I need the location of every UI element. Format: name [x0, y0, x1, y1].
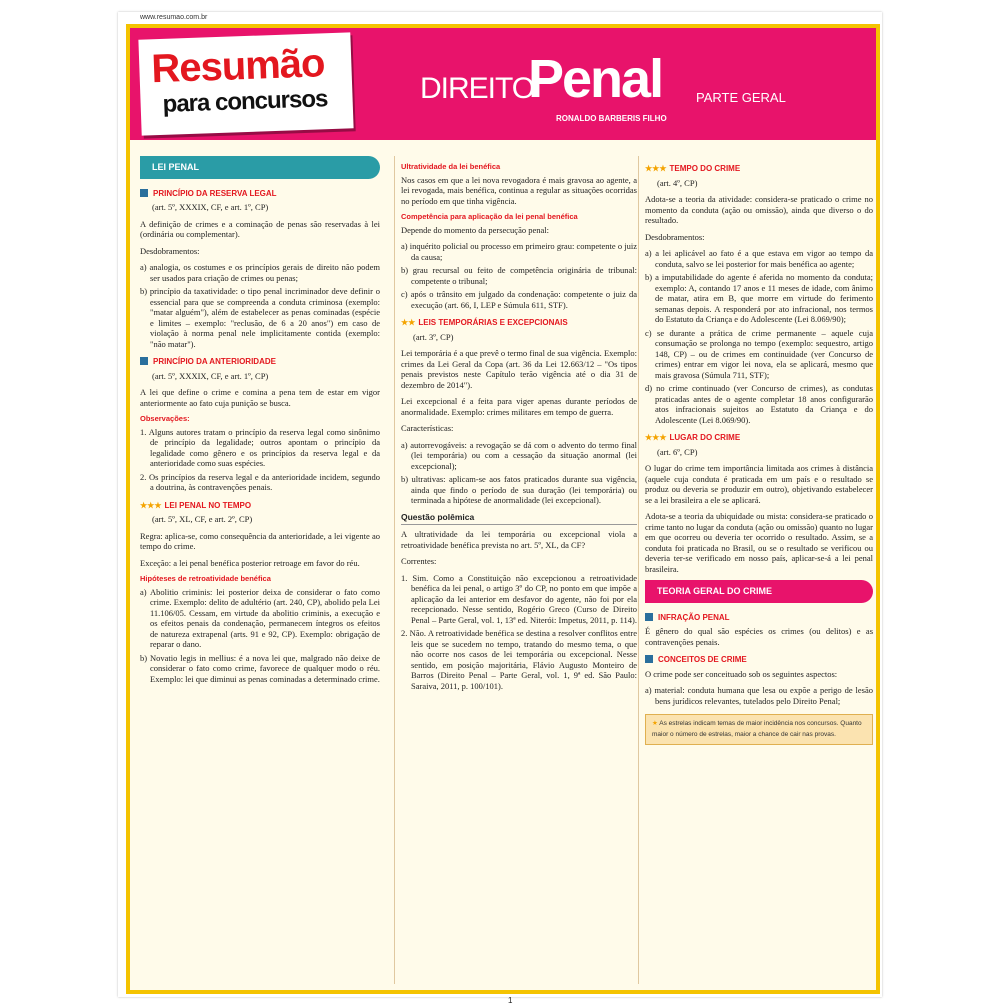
- paragraph: Regra: aplica-se, como consequência da anterioridade, a lei vigente ao tempo do crime.: [140, 530, 380, 551]
- page-number: 1: [508, 996, 513, 1005]
- square-bullet-icon: [140, 357, 148, 365]
- paragraph: Exceção: a lei penal benéfica posterior retroage em favor do réu.: [140, 557, 360, 568]
- list-item: c) se durante a prática de crime permanente – aquele cuja consumação se prolonga no tempo (exemplo: sequestro, artigo 148, CP) – ou de crimes em continuidade (ver Concurso de crimes) entrar em vigor lei nova, ela se aplicará, mesmo que mais gravosa (Súmula 711, STF);: [645, 327, 873, 380]
- observacoes-label: Observações:: [140, 414, 190, 423]
- three-star-icon: ★★★: [645, 164, 667, 173]
- legal-reference: (art. 3º, CP): [413, 331, 454, 342]
- stars-legend-note: ★ As estrelas indicam temas de maior incidência nos concursos. Quanto maior o número de estrelas, maior a chance de cair nas provas.: [645, 714, 873, 745]
- paragraph: Adota-se a teoria da ubiquidade ou mista: considera-se praticado o crime tanto no lugar da conduta (ação ou omissão) quanto no lugar em que ocorreu ou deveria ter ocorrido o resultado. Assim, se a conduta foi praticada no Brasil, ou se o resultado se verificou ou deveria ter-se verificado em nosso país, aplicar-se-á a lei penal brasileira.: [645, 511, 873, 574]
- logo-subtitle: para concursos: [162, 85, 328, 118]
- resumao-logo: [138, 32, 353, 135]
- three-star-icon: ★★★: [645, 433, 667, 442]
- two-star-icon: ★★: [401, 318, 416, 327]
- list-item: c) após o trânsito em julgado da condenação: competente o juiz da execução (art. 66, I, LEP e Súmula 611, STF).: [401, 289, 637, 310]
- section-band-lei-penal: LEI PENAL: [140, 156, 380, 179]
- heading-leis-temporarias: ★★ LEIS TEMPORÁRIAS E EXCEPCIONAIS: [401, 318, 568, 327]
- paragraph: Desdobramentos:: [645, 231, 705, 242]
- list-item: 1. Alguns autores tratam o princípio da reserva legal como sinônimo de princípio da legalidade; outros apontam o princípio da legalidade como gênero e os princípios da reserva legal e da anterioridade como suas espécies.: [140, 426, 380, 468]
- study-sheet: [118, 12, 882, 1005]
- star-icon: ★: [652, 720, 658, 727]
- paragraph: Lei temporária é a que prevê o termo final de sua vigência. Exemplo: crimes da Lei Geral da Copa (art. 36 da Lei 12.663/12 – "Os tipos penais previstos neste Capítulo terão vigência até o dia 31 de dezembro de 2014").: [401, 348, 637, 390]
- list-item: a) inquérito policial ou processo em primeiro grau: competente o juiz da causa;: [401, 241, 637, 262]
- paragraph: Correntes:: [401, 556, 437, 566]
- legal-reference: (art. 5º, XL, CF, e art. 2º, CP): [152, 514, 253, 524]
- heading-conceitos-de-crime: CONCEITOS DE CRIME: [645, 655, 873, 666]
- column-3: [638, 156, 873, 984]
- heading-tempo-do-crime: ★★★ TEMPO DO CRIME: [645, 164, 741, 173]
- paragraph: A lei que define o crime e comina a pena tem de estar em vigor anteriormente ao fato cuja punição se busca.: [140, 387, 380, 408]
- heading-infracao-penal: INFRAÇÃO PENAL: [645, 613, 873, 624]
- list-item: a) autorrevogáveis: a revogação se dá com o advento do termo final (lei temporária) ou com a cessação da situação anormal (lei excepcional);: [401, 439, 637, 471]
- paragraph: É gênero do qual são espécies os crimes (ou delitos) e as contravenções penais.: [645, 626, 873, 647]
- heading-anterioridade: PRINCÍPIO DA ANTERIORIDADE: [140, 357, 380, 368]
- list-item: a) a lei aplicável ao fato é a que estava em vigor ao tempo da conduta, salvo se lei posterior for mais benéfica ao agente;: [645, 248, 873, 269]
- list-item: b) princípio da taxatividade: o tipo penal incriminador deve definir o essencial para que se compreenda a conduta criminosa (exemplo: "matar alguém"), além de estabelecer as penas cominadas (espécie e limites – exemplo: "reclusão, de 6 a 20 anos") em caso de violação à norma penal nele implicitamente contida (exemplo: "não matar").: [140, 286, 380, 349]
- paragraph: O lugar do crime tem importância limitada aos crimes à distância (aquele cuja conduta é praticada em um país e o resultado se produz ou deveria se produzir em outro), objetivando estabelecer se a lei brasileira a ele se aplicará.: [645, 463, 873, 505]
- paragraph: Desdobramentos:: [140, 245, 200, 256]
- logo-title: Resumão: [150, 41, 326, 92]
- paragraph: Lei excepcional é a feita para viger apenas durante períodos de anormalidade. Exemplo: crimes militares em tempo de guerra.: [401, 396, 637, 417]
- list-item: b) grau recursal ou feito de competência originária de tribunal: competente o tribunal;: [401, 265, 637, 286]
- legal-reference: (art. 4º, CP): [657, 177, 698, 188]
- list-item: a) analogia, os costumes e os princípios gerais de direito não podem ser usados para criação de crimes ou penas;: [140, 262, 380, 283]
- sheet-frame: [126, 24, 880, 1005]
- title-direito: DIREITO: [420, 72, 535, 105]
- paragraph: Características:: [401, 423, 454, 433]
- heading-lei-penal-no-tempo: ★★★ LEI PENAL NO TEMPO: [140, 500, 252, 510]
- title-parte-geral: PARTE GERAL: [696, 90, 786, 105]
- site-url: www.resumao.com.br: [140, 14, 208, 21]
- three-star-icon: ★★★: [140, 500, 162, 510]
- questao-polemica-title: Questão polêmica: [401, 512, 637, 526]
- subheading: Ultratividade da lei benéfica: [401, 162, 501, 171]
- paragraph: Adota-se a teoria da atividade: considera-se praticado o crime no momento da conduta (ação ou omissão), ainda que diverso o do resultado.: [645, 194, 873, 225]
- column-1: [140, 156, 380, 984]
- paragraph: Nos casos em que a lei nova revogadora é mais gravosa ao agente, a lei revogada, mais benéfica, continua a regular as situações ocorridas no período em que tinha vigência.: [401, 174, 637, 206]
- heading-lugar-do-crime: ★★★ LUGAR DO CRIME: [645, 433, 741, 442]
- column-2: [394, 156, 637, 984]
- list-item: 2. Não. A retroatividade benéfica se destina a resolver conflitos entre leis que se sucedem no tempo, tratando do mesmo tema, o que não ocorre nos casos de lei temporária ou excepcional. Nesse sentido, em posição majoritária, Flávio Augusto Monteiro de Barros (Direito Penal – Parte Geral, vol. 1, 9ª ed. São Paulo: Saraiva, 2011, p. 100/101).: [401, 628, 637, 691]
- subheading: Hipóteses de retroatividade benéfica: [140, 574, 271, 583]
- square-bullet-icon: [140, 189, 148, 197]
- list-item: 2. Os princípios da reserva legal e da anterioridade incidem, segundo a doutrina, às contravenções penais.: [140, 471, 380, 492]
- title-penal: Penal: [528, 49, 663, 109]
- list-item: b) a imputabilidade do agente é aferida no momento da conduta; exemplo: A, contando 17 anos e 11 meses de idade, com ânimo de matar, atira em B, que morre em virtude do ferimento semanas depois. A responderá por ato infracional, nos termos do Estatuto da Criança e do Adolescente (Lei 8.069/90);: [645, 272, 873, 324]
- square-bullet-icon: [645, 613, 653, 621]
- list-item: 1. Sim. Como a Constituição não excepcionou a retroatividade benéfica da lei penal, o artigo 3º do CP, no ponto em que impõe a aplicação da lei anterior em desfavor do agente, não foi por ela recepcionado. Nesse sentido, Rogério Greco (Curso de Direito Penal – Parte Geral, vol. 1, 13ª ed. Niterói: Impetus, 2011, p. 114).: [401, 572, 637, 625]
- list-item: a) material: conduta humana que lesa ou expõe a perigo de lesão bens jurídicos relevantes, tutelados pelo Direito Penal;: [645, 685, 873, 706]
- subheading: Competência para aplicação da lei penal benéfica: [401, 212, 578, 221]
- list-item: d) no crime continuado (ver Concurso de crimes), as condutas praticadas antes de o agente completar 18 anos configurarão atos infracionais sujeitos ao Estatuto da Criança e do Adolescente (Lei 8.069/90).: [645, 383, 873, 425]
- paragraph: Depende do momento da persecução penal:: [401, 224, 549, 235]
- legal-reference: (art. 5º, XXXIX, CF, e art. 1º, CP): [152, 202, 269, 212]
- paragraph: A definição de crimes e a cominação de penas são reservadas à lei (ordinária ou complementar).: [140, 218, 380, 239]
- header-banner: [130, 28, 876, 140]
- paragraph: A ultratividade da lei temporária ou excepcional viola a retroatividade benéfica prevista no art. 5º, XL, da CF?: [401, 529, 637, 550]
- heading-reserva-legal: PRINCÍPIO DA RESERVA LEGAL: [140, 189, 380, 200]
- list-item: b) Novatio legis in mellius: é a nova lei que, malgrado não deixe de considerar o fato como crime, favorece de qualquer modo o réu. Exemplo: lei que diminui as penas cominadas a determinado crime.: [140, 652, 380, 684]
- list-item: b) ultrativas: aplicam-se aos fatos praticados durante sua vigência, ainda que findo o período de sua duração (lei temporária) ou terminada a hipótese de anormalidade (lei excepcional).: [401, 474, 637, 505]
- legal-reference: (art. 5º, XXXIX, CF, e art. 1º, CP): [152, 370, 269, 381]
- section-band-teoria-geral: TEORIA GERAL DO CRIME: [645, 580, 873, 603]
- author-name: RONALDO BARBERIS FILHO: [556, 114, 667, 123]
- paragraph: O crime pode ser conceituado sob os seguintes aspectos:: [645, 668, 838, 679]
- legal-reference: (art. 6º, CP): [657, 446, 698, 457]
- square-bullet-icon: [645, 655, 653, 663]
- list-item: a) Abolitio criminis: lei posterior deixa de considerar o fato como crime. Exemplo: delito de adultério (art. 240, CP), abolido pela Lei 11.106/05. Cessam, em virtude da abolitio criminis, a execução e os efeitos penais da condenação, permanecem íntegros os efeitos de natureza extrapenal (arts. 91 e 92, CP). Exemplo: obrigação de reparar o dano.: [140, 586, 380, 649]
